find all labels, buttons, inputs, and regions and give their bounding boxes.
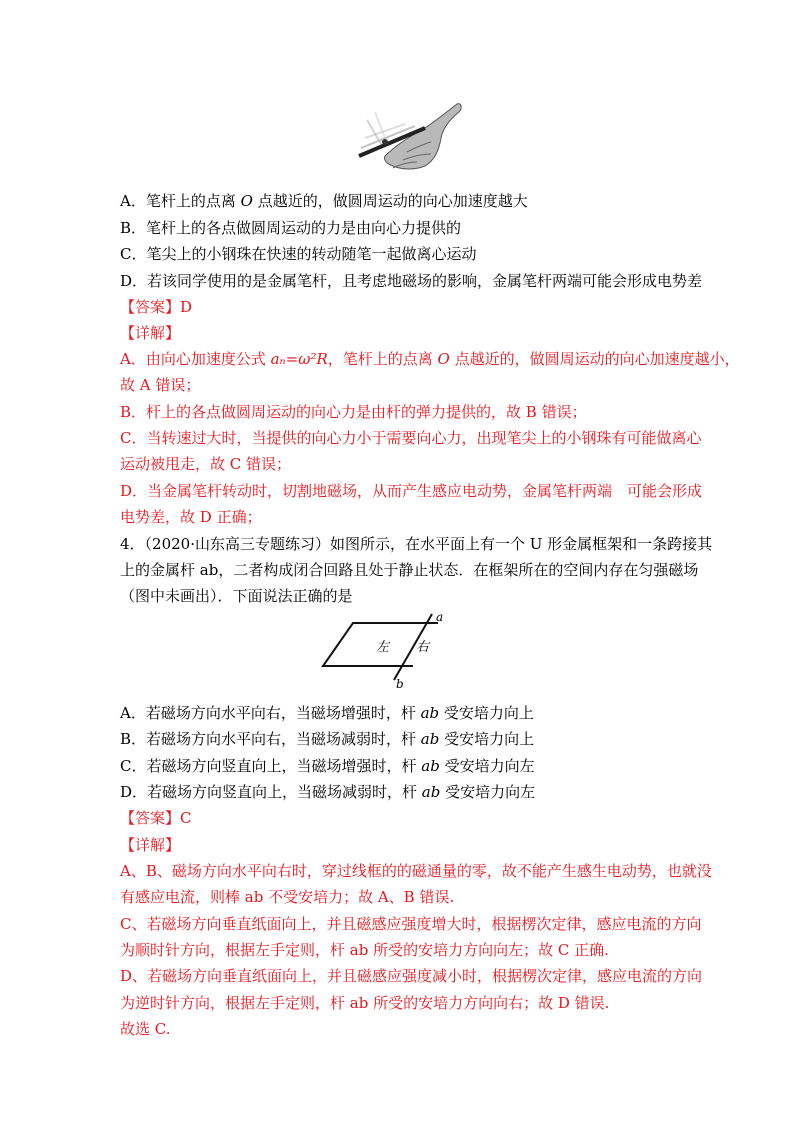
q3-option-a: A．笔杆上的点离 O 点越近的，做圆周运动的向心加速度越大 [120, 192, 528, 210]
q4-detail-line-5: D、若磁场方向垂直纸面向上，并且磁感应强度减小时，根据楞次定律，感应电流的方向 [120, 967, 703, 985]
q3-detail-line-1: A．由向心加速度公式 aₙ=ω²R，笔杆上的点离 O 点越近的，做圆周运动的向心加速度越小， [120, 350, 740, 368]
q3-detail-line-5: 运动被甩走，故 C 错误； [120, 455, 292, 473]
q4-option-c: C．若磁场方向竖直向上，当磁场增强时，杆 ab 受安培力向左 [120, 757, 535, 775]
q4-detail-tag: 【详解】 [120, 836, 181, 854]
q4-option-d: D．若磁场方向竖直向上，当磁场减弱时，杆 ab 受安培力向左 [120, 783, 536, 801]
q3-answer: 【答案】D [120, 298, 193, 316]
label-a: a [436, 610, 444, 624]
label-right: 右 [416, 640, 430, 655]
q4-detail-line-4: 为顺时针方向，根据左手定则，杆 ab 所受的安培力方向向左；故 C 正确. [120, 941, 609, 959]
q4-detail-line-7: 故选 C. [120, 1020, 171, 1038]
q3-detail-line-2: 故 A 错误； [120, 376, 201, 394]
u-frame-diagram [318, 608, 468, 690]
pen-spinning-hand-image [345, 98, 463, 172]
q3-detail-tag: 【详解】 [120, 324, 181, 342]
q4-stem-line-1: 4．（2020·山东高三专题练习）如图所示，在水平面上有一个 U 形金属框架和一条跨接其 [120, 535, 713, 553]
q3-detail-line-3: B．杆上的各点做圆周运动的向心力是由杆的弹力提供的，故 B 错误； [120, 403, 587, 421]
q4-detail-line-6: 为逆时针方向，根据左手定则，杆 ab 所受的安培力方向向右；故 D 错误. [120, 994, 610, 1012]
q3-option-c: C．笔尖上的小钢珠在快速的转动随笔一起做离心运动 [120, 245, 477, 263]
q4-detail-line-1: A、B、磁场方向水平向右时，穿过线框的的磁通量的零，故不能产生感生电动势，也就没 [120, 862, 712, 880]
q3-option-d: D．若该同学使用的是金属笔杆，且考虑地磁场的影响，金属笔杆两端可能会形成电势差 [120, 272, 703, 290]
q4-answer: 【答案】C [120, 809, 192, 827]
q3-option-b: B．笔杆上的各点做圆周运动的力是由向心力提供的 [120, 219, 462, 237]
q4-detail-line-2: 有感应电流，则棒 ab 不受安培力；故 A、B 错误. [120, 888, 455, 906]
q4-option-a: A．若磁场方向水平向右，当磁场增强时，杆 ab 受安培力向上 [120, 704, 534, 722]
label-left: 左 [376, 640, 390, 655]
q3-detail-line-6: D．当金属笔杆转动时，切割地磁场，从而产生感应电动势，金属笔杆两端 可能会形成 [120, 482, 703, 500]
q4-detail-line-3: C、若磁场方向垂直纸面向上，并且磁感应强度增大时，根据楞次定律，感应电流的方向 [120, 915, 702, 933]
q3-detail-line-4: C．当转速过大时，当提供的向心力小于需要向心力，出现笔尖上的小钢珠有可能做离心 [120, 429, 702, 447]
q4-stem-line-3: （图中未画出）．下面说法正确的是 [120, 587, 353, 605]
q3-detail-line-7: 电势差，故 D 正确； [120, 508, 262, 526]
q4-stem-line-2: 上的金属杆 ab，二者构成闭合回路且处于静止状态．在框架所在的空间内存在匀强磁场 [120, 561, 699, 579]
q4-option-b: B．若磁场方向水平向右，当磁场减弱时，杆 ab 受安培力向上 [120, 730, 535, 748]
label-b: b [396, 677, 404, 690]
